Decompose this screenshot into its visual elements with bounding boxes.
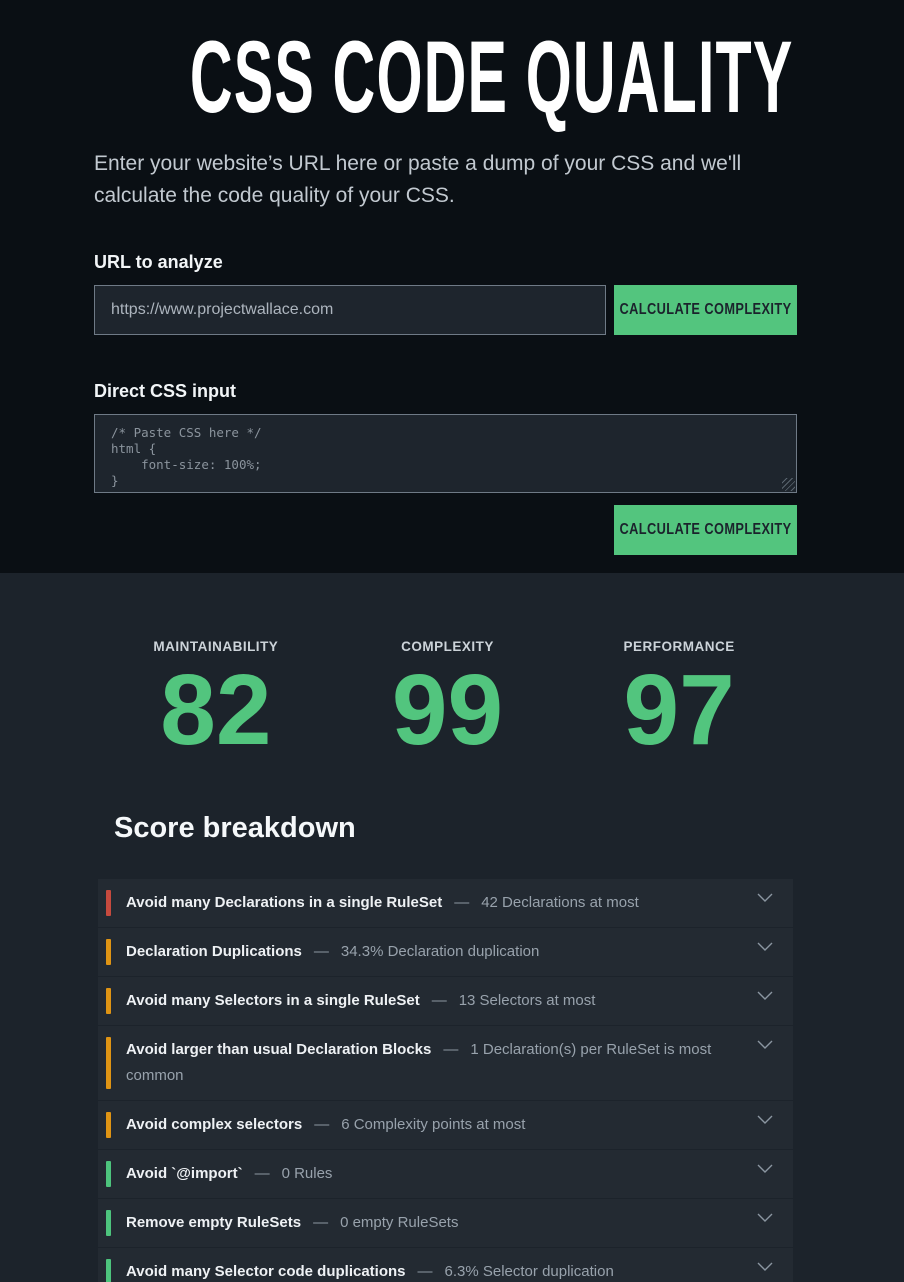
breakdown-row-value: 6.3% Selector duplication [444,1263,614,1280]
dash-separator: — [314,1116,330,1133]
breakdown-row-value: 13 Selectors at most [458,992,596,1009]
page-subtitle: Enter your website’s URL here or paste a dump of your CSS and we'll calculate the code quality of your CSS. [94,152,742,207]
score-maintainability-value: 82 [160,654,272,766]
chevron-down-icon[interactable] [757,942,773,952]
dash-separator: — [313,1214,329,1231]
score-complexity [332,639,564,766]
breakdown-row-title: Avoid many Selectors in a single RuleSet [126,992,420,1009]
breakdown-row-value: 1 Declaration(s) per RuleSet is most common [126,1041,712,1084]
dash-separator: — [313,943,329,960]
breakdown-row-complex-selectors[interactable] [98,1101,793,1149]
breakdown-row-declaration-duplications[interactable] [98,928,793,976]
breakdown-row-declaration-blocks[interactable] [98,1026,793,1100]
chevron-down-icon[interactable] [757,991,773,1001]
breakdown-row-selector-duplications[interactable] [98,1248,793,1282]
results-section [0,573,904,1282]
severity-bar [106,988,111,1014]
chevron-down-icon[interactable] [757,1040,773,1050]
breakdown-row-title: Avoid many Selector code duplications [126,1263,406,1280]
severity-bar [106,1037,111,1089]
breakdown-row-title: Avoid `@import` [126,1165,243,1182]
breakdown-row-selectors-per-ruleset[interactable] [98,977,793,1025]
dash-separator: — [431,992,447,1009]
calculate-complexity-url-button[interactable] [614,285,797,335]
chevron-down-icon[interactable] [757,1115,773,1125]
score-performance-value: 97 [623,654,735,766]
dash-separator: — [443,1041,459,1058]
breakdown-row-value: 0 Rules [281,1165,333,1182]
breakdown-row-value: 0 empty RuleSets [340,1214,459,1231]
score-maintainability-label: MAINTAINABILITY [153,639,279,654]
calculate-complexity-css-button-label: CALCULATE COMPLEXITY [619,521,792,538]
breakdown-row-title: Remove empty RuleSets [126,1214,302,1231]
severity-bar [106,890,111,916]
score-complexity-value: 99 [391,654,504,766]
breakdown-row-title: Avoid larger than usual Declaration Blocks [126,1041,432,1058]
breakdown-row-title: Declaration Duplications [126,943,302,960]
dash-separator: — [417,1263,433,1280]
score-performance-label: PERFORMANCE [623,639,735,654]
breakdown-row-value: 34.3% Declaration duplication [340,943,540,960]
score-performance [563,639,795,766]
css-input-textarea[interactable] [94,414,797,493]
score-breakdown-list [98,879,793,1282]
severity-bar [106,939,111,965]
analyze-form [94,252,797,555]
dash-separator: — [254,1165,270,1182]
severity-bar [106,1259,111,1282]
css-field-label: Direct CSS input [94,381,237,401]
score-summary [100,573,795,766]
breakdown-row-value: 6 Complexity points at most [341,1116,526,1133]
breakdown-row-value: 42 Declarations at most [481,894,639,911]
breakdown-row-title: Avoid complex selectors [126,1116,303,1133]
chevron-down-icon[interactable] [757,1164,773,1174]
url-field-label: URL to analyze [94,252,223,272]
hero-section [0,0,904,573]
breakdown-row-avoid-import[interactable] [98,1150,793,1198]
page-title: CSS CODE QUALITY [189,20,794,134]
severity-bar [106,1210,111,1236]
breakdown-row-empty-rulesets[interactable] [98,1199,793,1247]
chevron-down-icon[interactable] [757,893,773,903]
score-complexity-label: COMPLEXITY [401,639,494,654]
calculate-complexity-css-button[interactable] [614,505,797,555]
calculate-complexity-url-button-label: CALCULATE COMPLEXITY [619,301,792,318]
dash-separator: — [454,894,470,911]
url-input[interactable] [94,285,606,335]
severity-bar [106,1161,111,1187]
chevron-down-icon[interactable] [757,1213,773,1223]
severity-bar [106,1112,111,1138]
score-breakdown-heading: Score breakdown [114,812,356,844]
breakdown-row-declarations-per-ruleset[interactable] [98,879,793,927]
breakdown-row-title: Avoid many Declarations in a single RuleSet [126,894,443,911]
score-maintainability [100,639,332,766]
chevron-down-icon[interactable] [757,1262,773,1272]
